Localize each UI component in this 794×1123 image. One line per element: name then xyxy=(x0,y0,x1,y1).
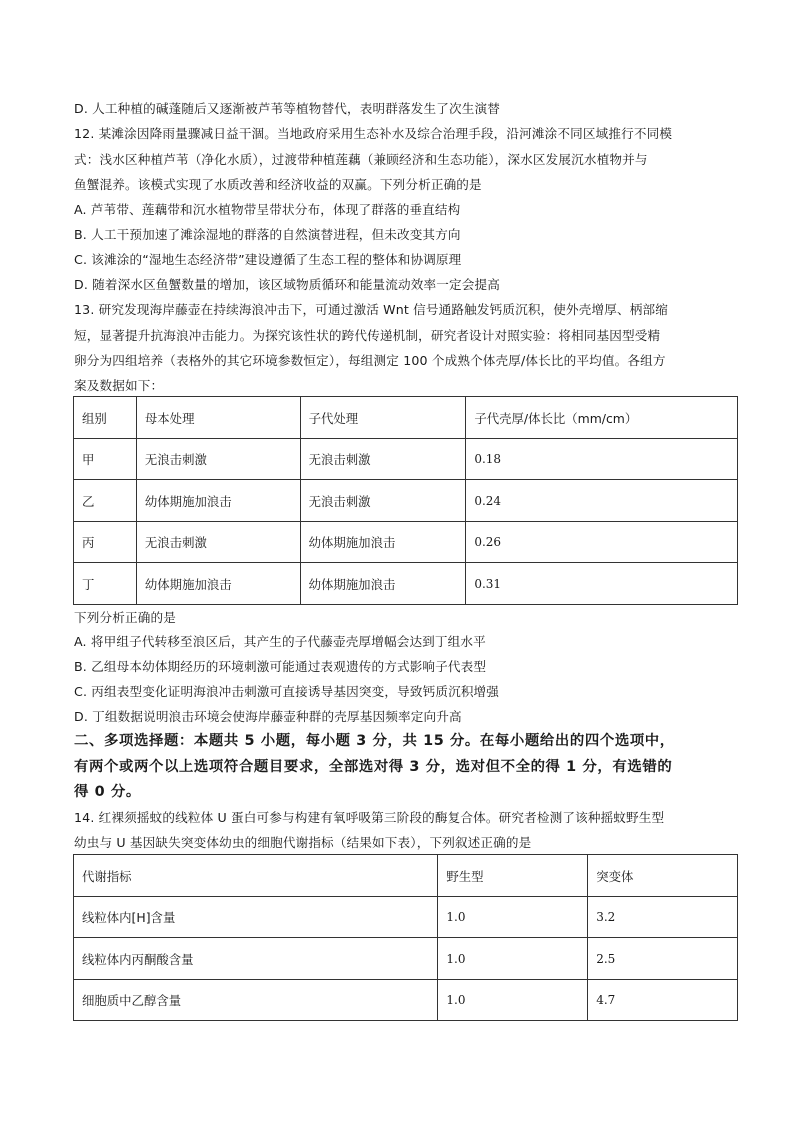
q13-cell: 幼体期施加浪击 xyxy=(136,480,300,522)
q13-cell: 幼体期施加浪击 xyxy=(300,563,466,605)
q13-cell: 无浪击刺激 xyxy=(300,480,466,522)
q13-cell: 0.31 xyxy=(466,563,738,605)
q13-stem-line-4: 案及数据如下： xyxy=(74,378,164,393)
q13-table-header-row xyxy=(74,397,738,439)
q12-stem-line-1: 12. 某滩涂因降雨量骤减日益干涸。当地政府采用生态补水及综合治理手段，沿河滩涂不同区域推行不同模 xyxy=(74,126,673,141)
q14-stem-line-2: 幼虫与 U 基因缺失突变体幼虫的细胞代谢指标（结果如下表），下列叙述正确的是 xyxy=(74,835,532,850)
table-row xyxy=(74,480,738,522)
q13-cell: 无浪击刺激 xyxy=(136,522,300,563)
q13-cell: 0.18 xyxy=(466,439,738,480)
q13-cell: 甲 xyxy=(74,439,137,480)
q14-table xyxy=(73,854,738,1021)
q13-stem-line-1: 13. 研究发现海岸藤壶在持续海浪冲击下，可通过激活 Wnt 信号通路触发钙质沉积，使外壳增厚、柄部缩 xyxy=(74,302,668,317)
q14-cell: 1.0 xyxy=(438,938,588,980)
q14-cell: 4.7 xyxy=(588,980,738,1021)
q13-option-c: C. 丙组表型变化证明海浪冲击刺激可直接诱导基因突变，导致钙质沉积增强 xyxy=(74,684,500,699)
q12-stem-line-2: 式：浅水区种植芦苇（净化水质），过渡带种植莲藕（兼顾经济和生态功能），深水区发展沉水植物并与 xyxy=(74,152,648,167)
q13-cell: 乙 xyxy=(74,480,137,522)
table-row xyxy=(74,563,738,605)
q13-stem-line-3: 卵分为四组培养（表格外的其它环境参数恒定），每组测定 100 个成熟个体壳厚/体长比的平均值。各组方 xyxy=(74,353,666,368)
q13-option-d: D. 丁组数据说明浪击环境会使海岸藤壶种群的壳厚基因频率定向升高 xyxy=(74,709,462,724)
q14-cell: 2.5 xyxy=(588,938,738,980)
q13-stem-line-2: 短，显著提升抗海浪冲击能力。为探究该性状的跨代传递机制，研究者设计对照实验：将相同基因型受精 xyxy=(74,328,661,343)
q14-header-indicator: 代谢指标 xyxy=(74,855,438,897)
q14-cell: 线粒体内丙酮酸含量 xyxy=(74,938,438,980)
section2-heading-line-1: 二、多项选择题：本题共 5 小题，每小题 3 分，共 15 分。在每小题给出的四个选项中， xyxy=(74,733,675,749)
table-row xyxy=(74,522,738,563)
q12-option-c: C. 该滩涂的“湿地生态经济带”建设遵循了生态工程的整体和协调原理 xyxy=(74,252,462,267)
q14-header-mutant: 突变体 xyxy=(588,855,738,897)
table-row xyxy=(74,938,738,980)
q14-cell: 1.0 xyxy=(438,980,588,1021)
q13-after-table: 下列分析正确的是 xyxy=(74,610,176,625)
q13-cell: 幼体期施加浪击 xyxy=(136,563,300,605)
q13-cell: 丁 xyxy=(74,563,137,605)
q13-cell: 0.24 xyxy=(466,480,738,522)
q14-table-header-row xyxy=(74,855,738,897)
table-row xyxy=(74,439,738,480)
q13-cell: 0.26 xyxy=(466,522,738,563)
q14-cell: 1.0 xyxy=(438,897,588,938)
q13-header-mother: 母本处理 xyxy=(136,397,300,439)
q13-header-offspring: 子代处理 xyxy=(300,397,466,439)
q14-cell: 线粒体内[H]含量 xyxy=(74,897,438,938)
q11-option-d: D. 人工种植的碱蓬随后又逐渐被芦苇等植物替代，表明群落发生了次生演替 xyxy=(74,101,500,116)
q13-cell: 无浪击刺激 xyxy=(300,439,466,480)
q12-stem-line-3: 鱼蟹混养。该模式实现了水质改善和经济收益的双赢。下列分析正确的是 xyxy=(74,177,482,192)
q13-header-ratio: 子代壳厚/体长比（mm/cm） xyxy=(466,397,738,439)
table-row xyxy=(74,980,738,1021)
q13-option-a: A. 将甲组子代转移至浪区后，其产生的子代藤壶壳厚增幅会达到丁组水平 xyxy=(74,634,486,649)
section2-heading-line-2: 有两个或两个以上选项符合题目要求，全部选对得 3 分，选对但不全的得 1 分，有选错的 xyxy=(74,759,673,775)
q14-cell: 细胞质中乙醇含量 xyxy=(74,980,438,1021)
q14-cell: 3.2 xyxy=(588,897,738,938)
q13-cell: 幼体期施加浪击 xyxy=(300,522,466,563)
q13-option-b: B. 乙组母本幼体期经历的环境刺激可能通过表观遗传的方式影响子代表型 xyxy=(74,659,487,674)
table-row xyxy=(74,897,738,938)
q13-cell: 丙 xyxy=(74,522,137,563)
q14-header-wildtype: 野生型 xyxy=(438,855,588,897)
q14-stem-line-1: 14. 红裸须摇蚊的线粒体 U 蛋白可参与构建有氧呼吸第三阶段的酶复合体。研究者检测了该种摇蚊野生型 xyxy=(74,810,665,825)
section2-heading-line-3: 得 0 分。 xyxy=(74,784,141,800)
q13-table xyxy=(73,396,738,605)
q13-cell: 无浪击刺激 xyxy=(136,439,300,480)
q12-option-d: D. 随着深水区鱼蟹数量的增加，该区域物质循环和能量流动效率一定会提高 xyxy=(74,277,500,292)
q12-option-b: B. 人工干预加速了滩涂湿地的群落的自然演替进程，但未改变其方向 xyxy=(74,227,461,242)
q12-option-a: A. 芦苇带、莲藕带和沉水植物带呈带状分布，体现了群落的垂直结构 xyxy=(74,202,461,217)
q13-header-group: 组别 xyxy=(74,397,137,439)
